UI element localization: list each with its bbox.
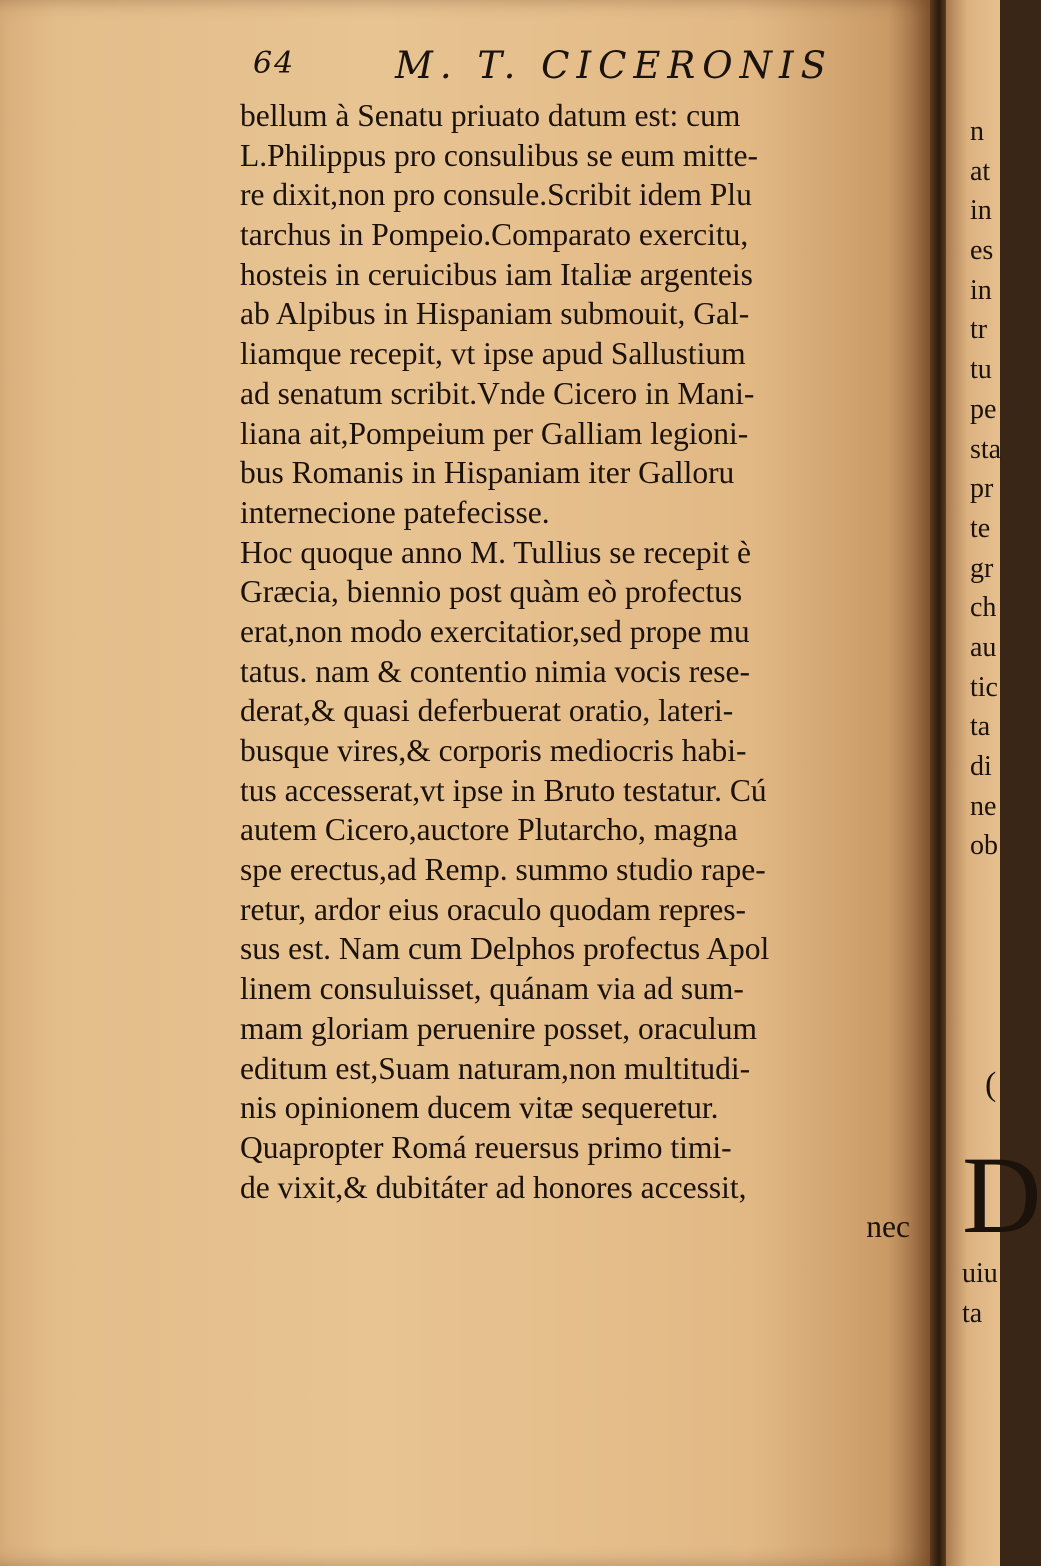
text-line: ab Alpibus in Hispaniam submouit, Gal- xyxy=(240,296,750,332)
right-page-tail-line: ta xyxy=(962,1298,983,1329)
text-line: nec xyxy=(866,1209,910,1245)
right-page-line-fragment: tu xyxy=(970,354,992,386)
text-line: ad senatum scribit.Vnde Cicero in Mani- xyxy=(240,375,755,411)
right-page-line-fragment: ta xyxy=(970,711,991,743)
text-line: re dixit,non pro consule.Scribit idem Plu xyxy=(240,177,752,213)
right-page-line-fragment: sta xyxy=(970,433,1002,465)
running-head-title: M. T. CICERONIS xyxy=(395,44,833,87)
right-page-line-fragment: au xyxy=(970,631,997,663)
right-page-line-fragment: di xyxy=(970,751,992,782)
right-page-line-fragment: tr xyxy=(970,314,988,346)
text-line: tatus. nam & contentio nimia vocis rese- xyxy=(240,653,750,689)
text-line: tus accesserat,vt ipse in Bruto testatur. Cú xyxy=(240,772,767,808)
text-line: tarchus in Pompeio.Comparato exercitu, xyxy=(240,217,749,253)
right-page-tail-line: uiu xyxy=(962,1258,998,1289)
right-page-line-fragment: n xyxy=(970,116,984,147)
body-text xyxy=(240,96,930,1247)
right-page-text-fragments xyxy=(970,112,1010,866)
text-line: bellum à Senatu priuato datum est: cum xyxy=(240,98,741,133)
text-line: internecione patefecisse. xyxy=(240,494,550,530)
right-page-line-fragment: pr xyxy=(970,473,994,505)
right-page-line-fragment: tic xyxy=(970,671,998,703)
text-line: sus est. Nam cum Delphos profectus Apol xyxy=(240,931,770,967)
right-page-line-fragment: in xyxy=(970,274,992,306)
running-head xyxy=(245,40,925,100)
text-line: derat,& quasi deferbuerat oratio, lateri- xyxy=(240,693,734,729)
text-line: liamque recepit, vt ipse apud Sallustium xyxy=(240,336,746,372)
right-page-line-fragment: ch xyxy=(970,592,997,624)
right-page-mark: ( xyxy=(985,1066,997,1103)
text-line: linem consuluisset, quánam via ad sum- xyxy=(240,971,744,1007)
text-line: hosteis in ceruicibus iam Italiæ argenteis xyxy=(240,256,753,292)
right-page-line-fragment: in xyxy=(970,195,992,227)
text-line: de vixit,& dubitáter ad honores accessit, xyxy=(240,1169,747,1205)
text-line: liana ait,Pompeium per Galliam legioni- xyxy=(240,415,749,451)
right-page-line-fragment: es xyxy=(970,235,994,267)
text-line: erat,non modo exercitatior,sed prope mu xyxy=(240,613,750,649)
text-line: nis opinionem ducem vitæ sequeretur. xyxy=(240,1090,719,1126)
text-line: Quapropter Romá reuersus primo timi- xyxy=(240,1129,732,1165)
text-line: bus Romanis in Hispaniam iter Galloru xyxy=(240,455,735,491)
right-page-line-fragment: te xyxy=(970,512,991,544)
right-page-initial-letter: D xyxy=(962,1134,1041,1256)
text-line: Hoc quoque anno M. Tullius se recepit è xyxy=(240,534,751,570)
right-page-line-fragment: at xyxy=(970,155,991,187)
text-line: busque vires,& corporis mediocris habi- xyxy=(240,733,747,768)
text-line: autem Cicero,auctore Plutarcho, magna xyxy=(240,812,738,848)
right-page-tail-fragments xyxy=(962,1254,998,1334)
text-line: editum est,Suam naturam,non multitudi- xyxy=(240,1050,751,1086)
text-line: Græcia, biennio post quàm eò profectus xyxy=(240,574,743,610)
text-line: L.Philippus pro consulibus se eum mitte- xyxy=(240,137,758,173)
text-line: retur, ardor eius oraculo quodam repres- xyxy=(240,891,747,927)
right-page-line-fragment: ne xyxy=(970,790,997,822)
page-number: 64 xyxy=(253,46,296,81)
text-line: mam gloriam peruenire posset, oraculum xyxy=(240,1010,757,1046)
text-line: spe erectus,ad Remp. summo studio rape- xyxy=(240,852,766,888)
right-page-line-fragment: ob xyxy=(970,830,998,862)
right-page-line-fragment: gr xyxy=(970,552,994,584)
right-page-line-fragment: pe xyxy=(970,393,997,425)
